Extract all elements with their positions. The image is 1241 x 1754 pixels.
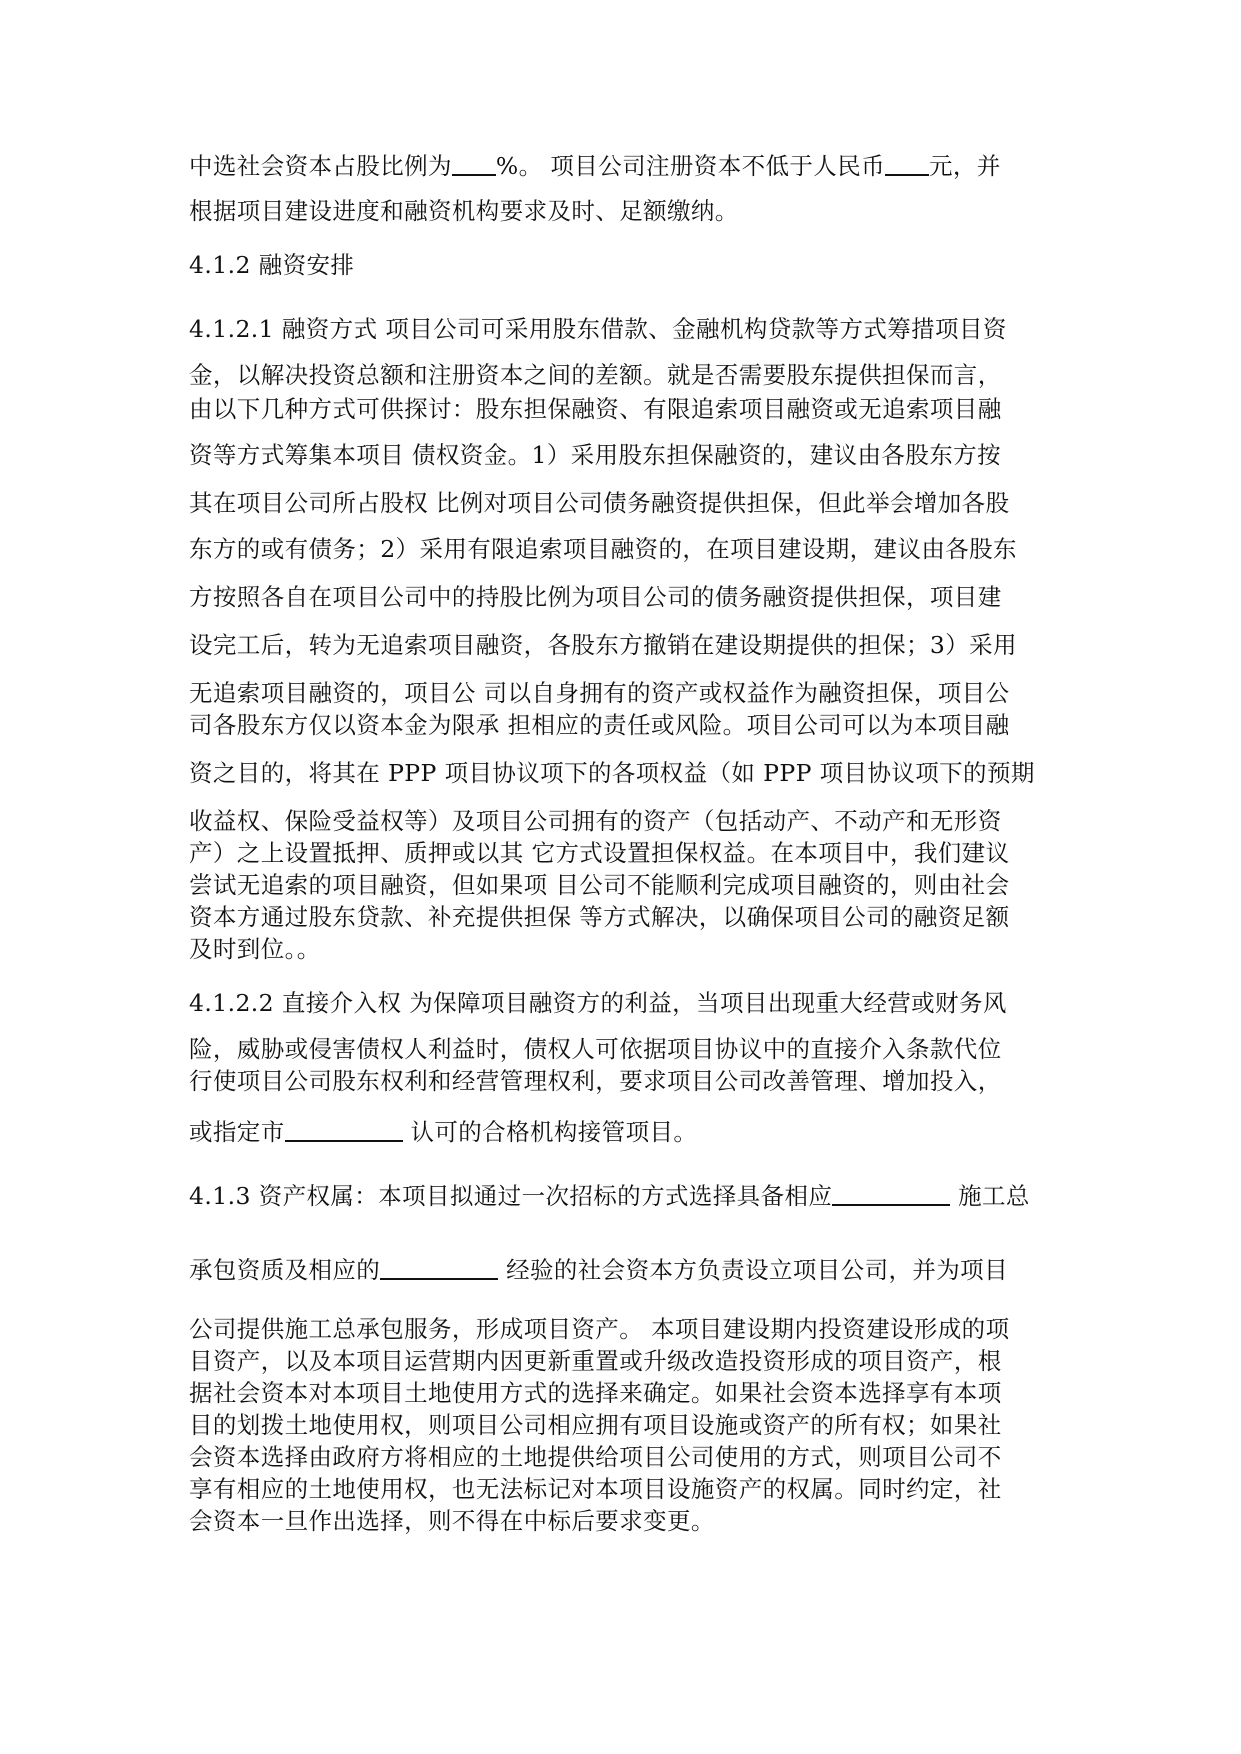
paragraph-line: 产）之上设置抵押、质押或以其 它方式设置担保权益。在本项目中，我们建议 — [189, 839, 1010, 867]
paragraph-line: 行使项目公司股东权利和经营管理权利，要求项目公司改善管理、增加投入， — [189, 1067, 1002, 1095]
qualification-blank — [832, 1182, 950, 1206]
text-segment: 经验的社会资本方负责设立项目公司，并为项目 — [498, 1256, 1008, 1284]
paragraph-line: 资等方式筹集本项目 债权资金。1）采用股东担保融资的，建议由各股东方按 — [189, 441, 1001, 469]
city-blank — [285, 1118, 403, 1142]
paragraph-line: 公司提供施工总承包服务，形成项目资产。 本项目建设期内投资建设形成的项 — [189, 1315, 1010, 1343]
paragraph-line: 由以下几种方式可供探讨：股东担保融资、有限追索项目融资或无追索项目融 — [189, 395, 1002, 423]
paragraph-line: 4.1.2.2 直接介入权 为保障项目融资方的利益，当项目出现重大经营或财务风 — [189, 989, 1007, 1017]
line-designated-city — [189, 1118, 697, 1145]
paragraph-line: 险，威胁或侵害债权人利益时，债权人可依据项目协议中的直接介入条款代位 — [189, 1035, 1002, 1063]
paragraph-line: 资本方通过股东贷款、补充提供担保 等方式解决，以确保项目公司的融资足额 — [189, 903, 1010, 931]
text-segment: %。 项目公司注册资本不低于人民币 — [495, 152, 886, 180]
text-segment: 认可的合格机构接管项目。 — [402, 1118, 698, 1146]
text-segment: 施工总 — [950, 1182, 1030, 1210]
text-segment: 中选社会资本占股比例为 — [189, 152, 452, 180]
paragraph-line: 无追索项目融资的，项目公 司以自身拥有的资产或权益作为融资担保，项目公 — [189, 679, 1010, 707]
paragraph-line: 目资产，以及本项目运营期内因更新重置或升级改造投资形成的项目资产，根 — [189, 1347, 1002, 1375]
paragraph-line: 及时到位。。 — [189, 935, 321, 963]
paragraph-line: 设完工后，转为无追索项目融资，各股东方撤销在建设期提供的担保；3）采用 — [189, 631, 1017, 659]
section-heading-financing: 4.1.2 融资安排 — [189, 251, 355, 279]
paragraph-line: 会资本一旦作出选择，则不得在中标后要求变更。 — [189, 1507, 715, 1535]
text-segment: 承包资质及相应的 — [189, 1256, 381, 1284]
experience-blank — [380, 1256, 498, 1280]
registered-capital-blank — [885, 152, 929, 176]
paragraph-line: 据社会资本对本项目土地使用方式的选择来确定。如果社会资本选择享有本项 — [189, 1379, 1002, 1407]
paragraph-line: 方按照各自在项目公司中的持股比例为项目公司的债务融资提供担保，项目建 — [189, 583, 1002, 611]
paragraph-line: 会资本选择由政府方将相应的土地提供给项目公司使用的方式，则项目公司不 — [189, 1443, 1002, 1471]
paragraph-line: 东方的或有债务；2）采用有限追索项目融资的，在项目建设期，建议由各股东 — [189, 535, 1017, 563]
paragraph-line: 司各股东方仅以资本金为限承 担相应的责任或风险。项目公司可以为本项目融 — [189, 711, 1010, 739]
paragraph-line: 目的划拨土地使用权，则项目公司相应拥有项目设施或资产的所有权；如果社 — [189, 1411, 1002, 1439]
paragraph-line: 其在项目公司所占股权 比例对项目公司债务融资提供担保，但此举会增加各股 — [189, 489, 1010, 517]
paragraph-line: 资之目的，将其在 PPP 项目协议项下的各项权益（如 PPP 项目协议项下的预期 — [189, 759, 1035, 787]
paragraph-line: 收益权、保险受益权等）及项目公司拥有的资产（包括动产、不动产和无形资 — [189, 807, 1002, 835]
paragraph-line: 根据项目建设进度和融资机构要求及时、足额缴纳。 — [189, 197, 739, 225]
text-segment: 4.1.3 资产权属：本项目拟通过一次招标的方式选择具备相应 — [189, 1182, 833, 1210]
line-experience — [189, 1256, 1008, 1283]
paragraph-line: 金，以解决投资总额和注册资本之间的差额。就是否需要股东提供担保而言， — [189, 361, 1002, 389]
share-ratio-blank — [452, 152, 496, 176]
text-segment: 元，并 — [929, 152, 1001, 180]
text-segment: 或指定市 — [189, 1118, 285, 1146]
paragraph-line: 享有相应的土地使用权，也无法标记对本项目设施资产的权属。同时约定，社 — [189, 1475, 1002, 1503]
line-share-ratio — [189, 152, 1001, 179]
paragraph-line: 尝试无追索的项目融资，但如果项 目公司不能顺利完成项目融资的，则由社会 — [189, 871, 1010, 899]
paragraph-line: 4.1.2.1 融资方式 项目公司可采用股东借款、金融机构贷款等方式筹措项目资 — [189, 315, 1007, 343]
line-asset-ownership — [189, 1182, 1030, 1209]
